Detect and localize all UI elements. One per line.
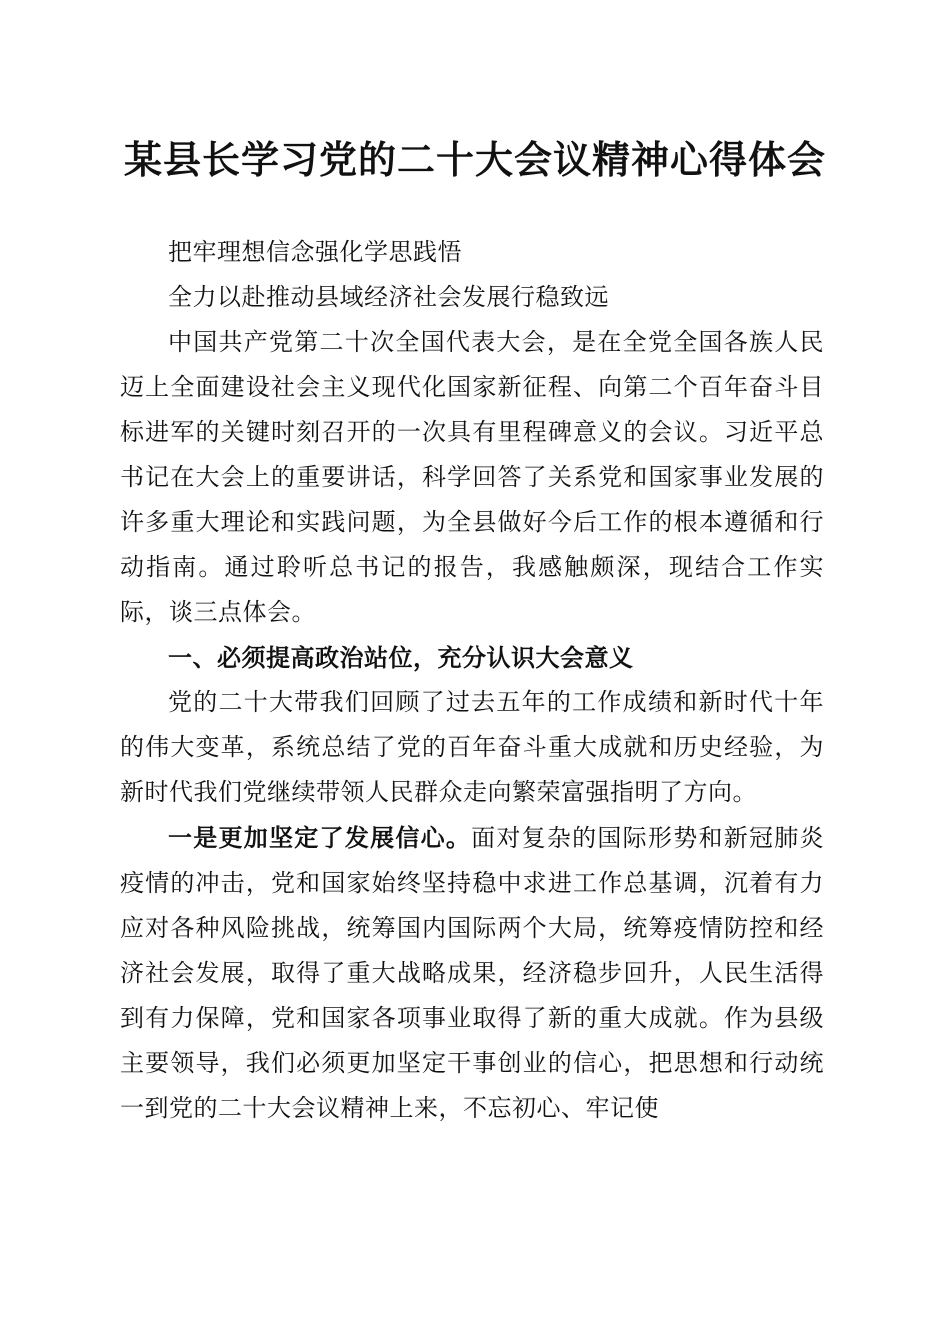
intro-paragraph: 中国共产党第二十次全国代表大会，是在全党全国各族人民迈上全面建设社会主义现代化国家新征程、向第二个百年奋斗目标进军的关键时刻召开的一次具有里程碑意义的会议。习近平总书记在大会上的重要讲话，科学回答了关系党和国家事业发展的许多重大理论和实践问题，为全县做好今后工作的根本遵循和行动指南。通过聆听总书记的报告，我感触颇深，现结合工作实际，谈三点体会。 bbox=[120, 328, 824, 626]
point-1-lead: 一是更加坚定了发展信心。 bbox=[168, 823, 472, 852]
point-1-text: 面对复杂的国际形势和新冠肺炎疫情的冲击，党和国家始终坚持稳中求进工作总基调，沉着有力应对各种风险挑战，统筹国内国际两个大局，统筹疫情防控和经济社会发展，取得了重大战略成果，经济稳步回升，人民生活得到有力保障，党和国家各项事业取得了新的重大成就。作为县级主要领导，我们必须更加坚定干事创业的信心，把思想和行动统一到党的二十大会议精神上来，不忘初心、牢记使 bbox=[120, 824, 825, 1122]
subtitle-line-2: 全力以赴推动县域经济社会发展行稳致远 bbox=[168, 283, 609, 311]
subtitle-line-1: 把牢理想信念强化学思践悟 bbox=[168, 238, 462, 266]
point-1-paragraph bbox=[120, 815, 824, 1131]
section-1-heading: 一、必须提高政治站位，充分认识大会意义 bbox=[168, 643, 634, 672]
document-body bbox=[120, 230, 824, 1131]
section-1-paragraph: 党的二十大带我们回顾了过去五年的工作成绩和新时代十年的伟大变革，系统总结了党的百年奋斗重大成就和历史经验，为新时代我们党继续带领人民群众走向繁荣富强指明了方向。 bbox=[120, 688, 824, 806]
document-title: 某县长学习党的二十大会议精神心得体会 bbox=[123, 137, 826, 182]
